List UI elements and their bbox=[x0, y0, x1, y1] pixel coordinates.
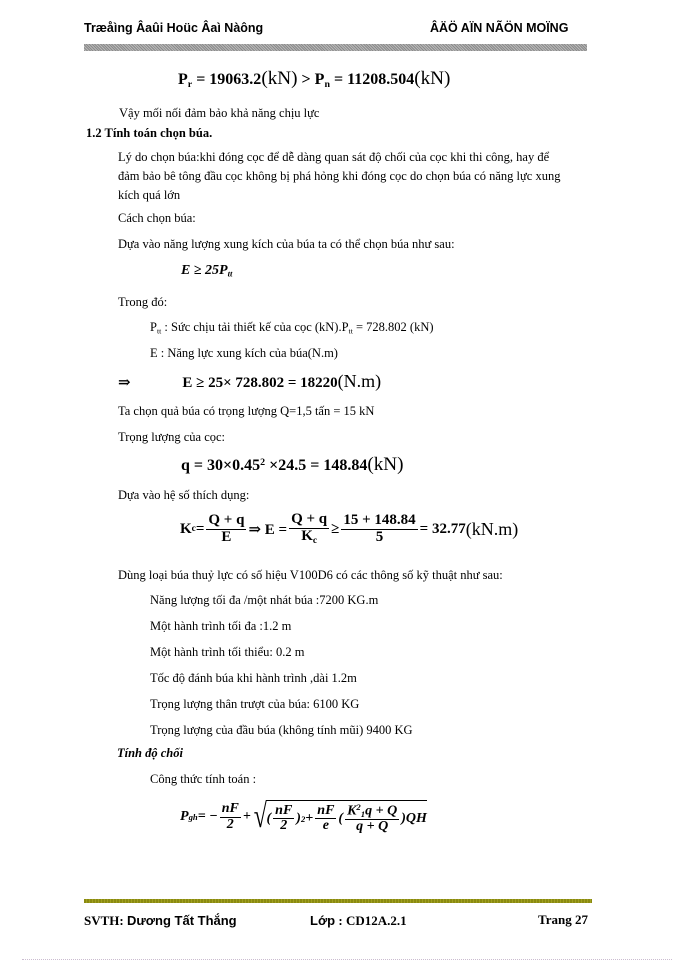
formula-pr-value: = 19063.2 bbox=[192, 71, 262, 88]
kc-subscript: c bbox=[312, 535, 317, 546]
formula-gt-sign: > bbox=[297, 71, 315, 88]
fraction-nf-over-2 bbox=[273, 804, 294, 834]
implies-arrow-icon: ⇒ bbox=[118, 375, 131, 391]
spec-item: Một hành trình tối đa :1.2 m bbox=[150, 619, 292, 633]
formula-e-calc-text: E ≥ 25× 728.802 = 18220 bbox=[182, 375, 338, 391]
formula-pn-unit: (kN) bbox=[414, 68, 451, 89]
formula-q-unit: (kN) bbox=[367, 454, 404, 475]
formula-pr-symbol: P bbox=[178, 71, 188, 88]
fraction-numerator: nF bbox=[221, 801, 239, 817]
pgh-symbol: P bbox=[180, 809, 189, 825]
formula-q-part-a: q = 30×0.45 bbox=[181, 457, 261, 474]
spec-item: Một hành trình tối thiểu: 0.2 m bbox=[150, 645, 305, 659]
ptt-symbol: P bbox=[150, 320, 157, 334]
equals-minus: = − bbox=[197, 809, 218, 825]
formula-pr-subscript: r bbox=[187, 78, 193, 90]
reason-line-3: kích quá lớn bbox=[118, 188, 181, 202]
open-paren: ( bbox=[266, 810, 272, 826]
spec-item: Năng lượng tối đa /một nhát búa :7200 KG.m bbox=[150, 593, 379, 607]
fraction-q-plus-q-over-e bbox=[206, 513, 246, 546]
numerator-rest: q + Q bbox=[365, 803, 398, 819]
reason-line-2: đảm bảo bê tông đầu cọc không bị phá hỏng khi đóng cọc do chọn búa có năng lực xung bbox=[118, 169, 561, 183]
header-school-name: Træåìng Âaûi Hoüc Âaì Nàông bbox=[84, 21, 264, 35]
ge-sign: ≥ bbox=[331, 520, 340, 537]
fraction-numerator: 15 + 148.84 bbox=[343, 511, 416, 528]
formula-k-unit: (kN.m) bbox=[465, 518, 519, 539]
footer-svth-label: SVTH: bbox=[84, 913, 127, 928]
formula-intro-text: Công thức tính toán : bbox=[150, 772, 257, 786]
fraction-denominator bbox=[299, 529, 319, 547]
kc-symbol: K bbox=[180, 520, 192, 537]
fraction-numerator bbox=[345, 803, 399, 820]
formula-pn-subscript: n bbox=[324, 78, 330, 90]
formula-e-subscript: tt bbox=[227, 268, 233, 279]
fraction-q-plus-q-over-kc bbox=[289, 512, 329, 546]
e-definition: E : Năng lực xung kích của búa(N.m) bbox=[150, 346, 338, 360]
subsection-title: Tính độ chối bbox=[117, 746, 183, 760]
open-paren: ( bbox=[338, 810, 344, 826]
header-project-title: ÂÄÖ AÏN NÃÖN MOÏNG bbox=[430, 21, 569, 35]
footer-page-number: Trang 27 bbox=[538, 912, 588, 927]
fraction-denominator: 2 bbox=[280, 818, 288, 834]
fraction-nf-over-2 bbox=[220, 802, 241, 832]
ptt-value: = 728.802 (kN) bbox=[352, 320, 434, 334]
fraction-denominator: e bbox=[322, 818, 329, 834]
radicand bbox=[266, 800, 426, 835]
spec-item: Trọng lượng thân trượt của búa: 6100 KG bbox=[150, 697, 360, 711]
implies-e-equals: ⇒ E = bbox=[248, 521, 288, 538]
plus-sign: + bbox=[305, 810, 314, 826]
formula-k-result: = 32.77 bbox=[419, 520, 466, 537]
fraction-denominator: q + Q bbox=[356, 819, 389, 835]
kc-subscript: c bbox=[191, 524, 196, 535]
formula-e-text: E ≥ 25P bbox=[181, 263, 228, 278]
where-text: Trong đó: bbox=[118, 295, 168, 309]
spec-item: Tốc độ đánh búa khi hành trình ,dài 1.2m bbox=[150, 671, 357, 685]
close-paren: ) bbox=[296, 810, 301, 826]
footer-class bbox=[310, 912, 407, 930]
formula-pn-value: = 11208.504 bbox=[329, 71, 415, 88]
fraction-denominator: 2 bbox=[226, 816, 234, 832]
footer-class-label: Lớp bbox=[310, 913, 336, 928]
close-paren-qh: )QH bbox=[401, 810, 427, 826]
k-subscript: 1 bbox=[360, 808, 366, 819]
k-symbol: K bbox=[347, 803, 357, 819]
header-divider bbox=[84, 44, 587, 51]
formula-e-calc-unit: (N.m) bbox=[337, 371, 382, 391]
conclusion-text: Vậy mối nối đảm bảo khả năng chịu lực bbox=[119, 106, 320, 120]
pile-weight-text: Trọng lượng của cọc: bbox=[118, 430, 226, 444]
plus-sign: + bbox=[242, 809, 251, 825]
based-on-energy-text: Dựa vào năng lượng xung kích của búa ta có thể chọn búa như sau: bbox=[118, 237, 455, 251]
formula-e-ge-25ptt bbox=[181, 263, 232, 279]
formula-pgh bbox=[180, 800, 427, 835]
formula-q-part-b: ×24.5 = 148.84 bbox=[265, 457, 368, 474]
choose-hammer-text: Ta chọn quả búa có trọng lượng Q=1,5 tấn = 15 kN bbox=[118, 404, 375, 418]
fraction-denominator: E bbox=[221, 528, 232, 545]
formula-e-calc bbox=[118, 371, 381, 392]
footer-class-value: : CD12A.2.1 bbox=[335, 913, 407, 928]
spec-item: Trọng lượng của đầu búa (không tính mũi) 9400 KG bbox=[150, 723, 413, 737]
square-root bbox=[251, 800, 427, 835]
radical-icon: √ bbox=[253, 798, 267, 836]
footer-student bbox=[84, 912, 237, 930]
ptt-definition bbox=[150, 320, 434, 335]
fraction-numerator: nF bbox=[275, 802, 293, 818]
reason-line-1: Lý do chọn búa:khi đóng cọc để dễ dàng quan sát độ chối của cọc khi thi công, hay để bbox=[118, 150, 550, 164]
formula-pr-unit: (kN) bbox=[261, 68, 298, 89]
fraction-denominator: 5 bbox=[375, 528, 384, 545]
fraction-k1-over-qQ bbox=[345, 803, 399, 835]
fraction-nf-over-e bbox=[315, 804, 336, 834]
section-title: 1.2 Tính toán chọn búa. bbox=[86, 126, 213, 140]
fraction-numeric bbox=[341, 513, 417, 546]
fraction-numerator: Q + q bbox=[291, 511, 328, 527]
ptt-subscript: tt bbox=[156, 326, 162, 336]
based-on-coef-text: Dựa vào hệ số thích dụng: bbox=[118, 488, 250, 502]
formula-kc bbox=[180, 512, 518, 546]
footer-divider bbox=[84, 899, 592, 903]
formula-pr-pn bbox=[178, 68, 450, 90]
formula-pn-symbol: P bbox=[314, 71, 325, 88]
footer-student-name: Dương Tất Thắng bbox=[126, 913, 237, 928]
ptt-subscript-2: tt bbox=[348, 326, 353, 336]
fraction-numerator: Q + q bbox=[208, 511, 245, 528]
square-exponent: 2 bbox=[300, 813, 306, 824]
formula-q-exponent: 2 bbox=[260, 457, 266, 469]
ptt-description: : Sức chịu tải thiết kế của cọc (kN).P bbox=[164, 320, 349, 334]
kc-symbol: K bbox=[301, 527, 313, 544]
how-to-choose-text: Cách chọn búa: bbox=[118, 211, 196, 225]
formula-q bbox=[181, 454, 404, 476]
k-exponent: 2 bbox=[356, 802, 361, 812]
hammer-type-text: Dùng loại búa thuỷ lực có số hiệu V100D6 có các thông số kỹ thuật như sau: bbox=[118, 568, 503, 582]
fraction-numerator: nF bbox=[317, 802, 335, 818]
equals-sign: = bbox=[195, 520, 205, 537]
pgh-subscript: gh bbox=[188, 812, 198, 823]
